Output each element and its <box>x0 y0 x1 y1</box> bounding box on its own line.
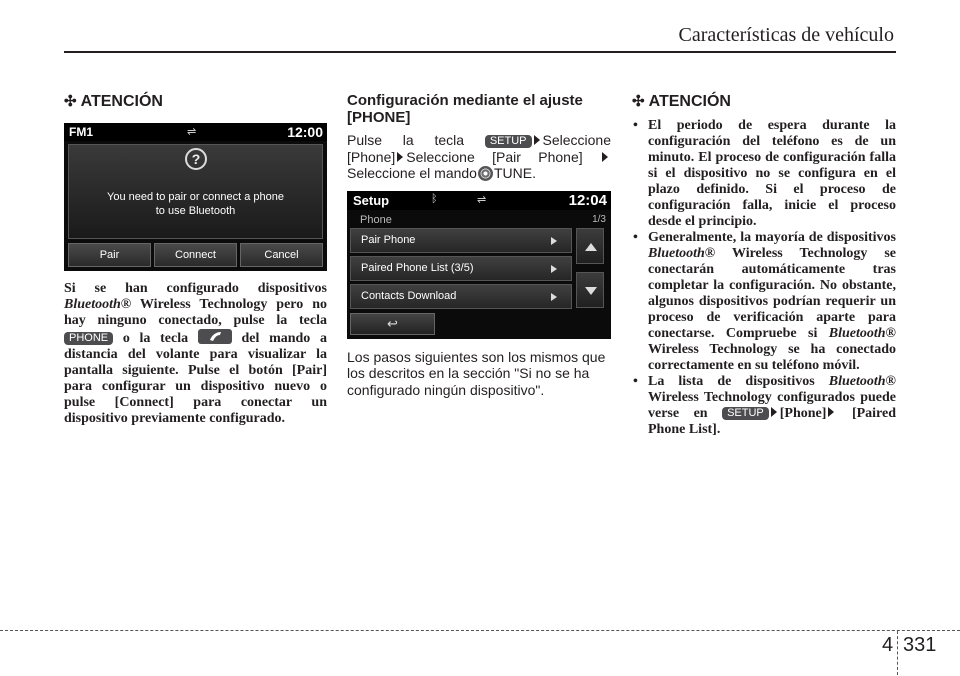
arrow-right-icon <box>828 407 834 417</box>
arrow-down-icon <box>585 287 597 295</box>
clock: 12:00 <box>287 124 323 140</box>
text-d: o la tecla <box>113 331 198 346</box>
column-1 <box>64 92 327 427</box>
text-bluetooth: Bluetooth <box>828 326 886 341</box>
arrow-right-icon <box>602 152 608 162</box>
bluetooth-icon: ᛒ <box>431 192 438 205</box>
list-item <box>632 118 896 230</box>
pair-button[interactable]: Pair <box>68 243 151 267</box>
bullet-text: El periodo de espera durante la configuración del teléfono es de un minuto. El proceso de configuración falla si el dispositivo no se configura en el plazo definido. Si el proceso de configuración falla, inicie el proceso desde el principio. <box>648 118 896 229</box>
chevron-right-icon <box>551 237 557 245</box>
text-bluetooth: Bluetooth <box>64 297 121 312</box>
setup-note: Los pasos siguientes son los mismos que los descritos en la sección "Si no se ha configurado ningún dispositivo". <box>347 348 606 398</box>
usb-icon: ⇌ <box>187 126 197 138</box>
menu-item-contacts-download[interactable] <box>350 284 572 309</box>
text-bluetooth: Bluetooth <box>828 374 886 389</box>
screen-topbar <box>64 123 327 141</box>
clock: 12:04 <box>568 191 607 209</box>
attention-heading <box>632 92 896 112</box>
column-2 <box>347 92 611 398</box>
cross-star-icon: ✣ <box>64 93 77 110</box>
menu-item-label: Contacts Download <box>361 289 457 302</box>
page-indicator: 1/3 <box>592 213 606 225</box>
dialog-message <box>74 190 317 218</box>
arrow-right-icon <box>397 152 403 162</box>
header-rule <box>64 51 896 53</box>
attention-title: ATENCIÓN <box>80 93 163 110</box>
bullet-text-c: ® Wireless Technology configurados puede verse en <box>648 374 896 421</box>
bullet-text-d: [Phone] <box>779 406 827 421</box>
usb-icon: ⇌ <box>477 193 487 206</box>
list-item <box>632 374 896 438</box>
text-bluetooth: Bluetooth <box>648 246 705 261</box>
text-a: Si se han configurado dispositivos <box>64 281 327 296</box>
screen-subtitle: Phone <box>360 213 392 226</box>
list-item <box>632 230 896 374</box>
column-3 <box>632 92 896 438</box>
menu-item-label: Paired Phone List (3/5) <box>361 261 474 274</box>
menu-item-label: Pair Phone <box>361 233 416 246</box>
connect-button[interactable]: Connect <box>154 243 237 267</box>
dialog-buttons <box>68 243 323 267</box>
screen-bluetooth-prompt <box>64 123 327 271</box>
page-number-value: 331 <box>903 634 937 656</box>
bullet-text-e: [Paired Phone List]. <box>648 406 897 437</box>
setup-key-badge: SETUP <box>485 135 532 148</box>
step-text-c: Seleccione [Pair Phone] <box>406 148 600 165</box>
step-text-b: Seleccione [Phone] <box>347 132 611 165</box>
header-title: Características de vehículo <box>678 24 894 46</box>
screen-topbar <box>347 191 611 210</box>
back-button[interactable]: ↩ <box>350 313 435 335</box>
bullet-text-c: ® Wireless Technology se conectarán automáticamente tras completar la configuración. No obstante, algunos dispositivos podrían requerir un proceso de verificación aparte para conectarse. Compruebe si <box>648 246 896 341</box>
step-text-a: Pulse la tecla <box>347 132 485 148</box>
menu-item-pair-phone[interactable] <box>350 228 572 253</box>
message-line-2: to use Bluetooth <box>155 205 236 217</box>
chevron-right-icon <box>551 265 557 273</box>
paragraph-no-device <box>64 281 327 427</box>
attention-heading <box>64 92 327 112</box>
step-text-d: Seleccione el mando <box>347 165 477 181</box>
setup-section-title: Configuración mediante el ajuste [PHONE] <box>347 92 583 126</box>
phone-handset-icon <box>198 329 232 344</box>
text-e: del mando a distancia del volante para visualizar la pantalla siguiente. Pulse el botón [Pair] para configurar un dispositivo nuevo o pulse [Connect] para conectar un dispositivo previamente configurado. <box>64 331 327 426</box>
text-c: ® Wireless Technology pero no hay ninguno conectado, pulse la tecla <box>64 297 327 328</box>
chevron-right-icon <box>551 293 557 301</box>
source-label: FM1 <box>69 125 93 139</box>
phone-key-badge: PHONE <box>64 332 113 345</box>
cross-star-icon: ✣ <box>632 93 645 110</box>
page-number <box>0 630 960 676</box>
scroll-controls <box>576 228 604 308</box>
tune-knob-icon <box>478 166 493 181</box>
scroll-up-button[interactable] <box>576 228 604 264</box>
bullet-text-a: La lista de dispositivos <box>648 374 829 389</box>
arrow-right-icon <box>771 407 777 417</box>
menu-list <box>350 228 572 312</box>
menu-item-paired-phone-list[interactable] <box>350 256 572 281</box>
screen-setup-phone <box>347 191 611 339</box>
screen-title: Setup <box>353 192 390 208</box>
arrow-up-icon <box>585 243 597 251</box>
bullet-text-a: Generalmente, la mayoría de dispositivos <box>648 230 896 245</box>
attention-list <box>632 118 896 438</box>
scroll-down-button[interactable] <box>576 272 604 308</box>
chapter-number: 4 <box>882 634 894 656</box>
arrow-right-icon <box>534 135 540 145</box>
step-text-e: TUNE. <box>493 165 536 181</box>
setup-steps <box>347 132 611 182</box>
setup-key-badge: SETUP <box>722 407 769 420</box>
message-line-1: You need to pair or connect a phone <box>107 191 284 203</box>
bullet-text-e: ® Wireless Technology se ha conectado correctamente en su teléfono móvil. <box>648 326 896 373</box>
attention-title: ATENCIÓN <box>648 93 731 110</box>
question-icon: ? <box>185 148 207 170</box>
cancel-button[interactable]: Cancel <box>240 243 323 267</box>
